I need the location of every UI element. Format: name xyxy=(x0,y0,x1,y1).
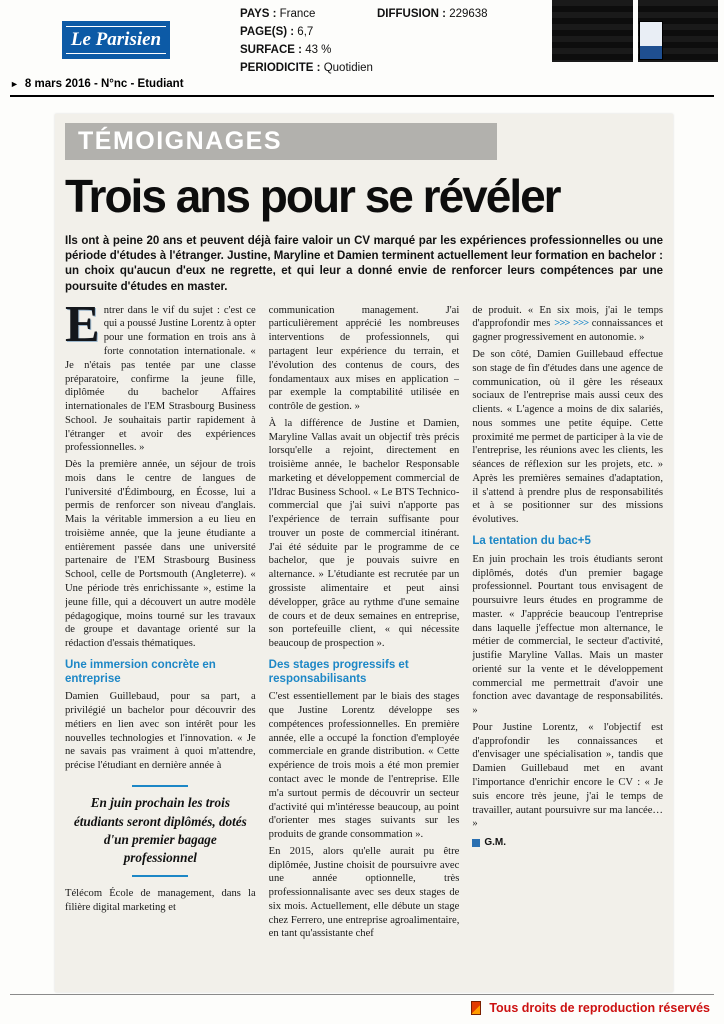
meta-surface xyxy=(240,44,373,56)
byline xyxy=(472,836,663,849)
meta-pages xyxy=(240,26,373,38)
paragraph: Dès la première année, un séjour de trois mois dans le centre de langues de l'université d'Édimbourg, en Écosse, lui a permis de renforcer son niveau d'anglais. Mais la véritable immersion a eu lieu en troisième année, que la jeune étudiante a entièrement passée dans une université partenaire de l'EM Strasbourg Business School, celle de Portsmouth (Angleterre). « Une période très enrichissante », estime la jeune fille, qui a découvert un autre modèle pédagogique, moins tourné sur les travaux de groupe et davantage orienté sur la rédaction d'essais thématiques. xyxy=(65,459,256,650)
paragraph: C'est essentiellement par le biais des stages que Justine Lorentz développe ses compétences professionnelles. En première année, elle a occupé la fonction d'employée commerciale en grande distribution. « Cette expérience de trois mois a été mon premier contact avec le monde de l'entreprise. Elle m'a surtout permis de découvrir un secteur d'activité qui m'intéresse beaucoup, au point d'orienter mes stages suivants sur les produits de grande consommation ». xyxy=(268,691,460,841)
dateline-text: 8 mars 2016 - N°nc - Etudiant xyxy=(24,78,184,90)
dropcap-letter: E xyxy=(65,303,100,353)
continuation-marker: >>> xyxy=(572,318,588,330)
paragraph: Damien Guillebaud, pour sa part, a privilégié un bachelor pour découvrir des métiers en lien avec son intérêt pour les nouvelles technologies et l'innovation. « Je ne savais pas vraiment à quoi m'attendre, précise l'étudiant en dernière année à xyxy=(65,691,256,772)
rights-text: Tous droits de reproduction réservés xyxy=(489,1001,710,1015)
meta-pays xyxy=(240,8,373,20)
meta-surface-value: 43 % xyxy=(305,44,332,56)
article-lede: Ils ont à peine 20 ans et peuvent déjà faire valoir un CV marqué par les expériences professionnelles ou une période d'études à l'étranger. Justine, Maryline et Damien terminent actuellement leur formation en bachelor : un choix qu'aucun d'eux ne regrette, et qui leur a donné envie de renforcer leurs compétences par une poursuite d'études en master. xyxy=(65,235,663,293)
subheading-bac5: La tentation du bac+5 xyxy=(472,534,591,547)
pull-quote xyxy=(71,785,250,877)
paragraph xyxy=(65,304,256,455)
meta-pages-value: 6,7 xyxy=(297,26,314,38)
meta-pages-label: PAGE(S) : xyxy=(240,26,295,38)
meta-periodicite-value: Quotidien xyxy=(323,62,373,74)
newspaper-thumbnail xyxy=(638,0,719,62)
meta-periodicite-label: PERIODICITE : xyxy=(240,62,321,74)
meta-pays-label: PAYS : xyxy=(240,8,277,20)
paragraph: communication management. J'ai particulièrement apprécié les nombreuses interventions de professionnels, qui partagent leur expérience du terrain, et l'évolution des contenus de cours, des fondamentaux aux mises en application – par exemple la comptabilité utilisée en contrôle de gestion. » xyxy=(268,304,460,413)
meta-diffusion-label: DIFFUSION : xyxy=(377,8,446,20)
rights-notice xyxy=(471,1001,710,1015)
paragraph xyxy=(472,304,663,345)
quote-rule-bottom xyxy=(132,875,188,877)
paragraph: De son côté, Damien Guillebaud effectue son stage de fin d'études dans une agence de communication, où il gère les réseaux sociaux de l'entreprise mais aussi ceux des clients. « L'agence a moins de dix salariés, nous sommes une petite équipe. Cette proximité me permet de participer à la vie de l'entreprise, les réunions avec les clients, les séances de réflexion sur les projets, etc. » Après les premières semaines d'adaptation, il s'attend à prendre plus de responsabilités et à se positionner sur des missions évolutives. xyxy=(472,348,663,526)
logo-text: Le Parisien xyxy=(66,26,166,54)
meta-surface-label: SURFACE : xyxy=(240,44,302,56)
quote-rule-top xyxy=(132,785,188,787)
pull-quote-text: En juin prochain les trois étudiants seront diplômés, dotés d'un premier bagage professionnel xyxy=(73,795,247,866)
meta-periodicite xyxy=(240,62,373,74)
meta-pays-value: France xyxy=(279,8,316,20)
paragraph: Télécom École de management, dans la filière digital marketing et xyxy=(65,887,256,913)
magazine-cover-thumbnail xyxy=(640,22,662,59)
article-column-1 xyxy=(65,304,256,984)
paragraph: Pour Justine Lorentz, « l'objectif est d'approfondir les connaissances et d'envisager une spécialisation », tandis que Damien Guillebaud met en avant l'importance d'enrichir encore le CV : « Je suis encore très jeune, j'ai le temps de travailler, autant poursuivre sur ma lancée… » xyxy=(472,721,663,830)
paragraph-text: connaissances et gagner progressivement en autonomie. » xyxy=(472,318,663,344)
byline-initials: G.M. xyxy=(484,837,507,849)
paragraph-text: de produit. « En six mois, j'ai le temps d'approfondir mes xyxy=(472,304,663,330)
rights-logo-icon xyxy=(471,1001,481,1015)
header-divider xyxy=(10,95,714,97)
article-sheet xyxy=(55,114,673,992)
paragraph: En 2015, alors qu'elle aurait pu être diplômée, Justine choisit de poursuivre avec une année optionnelle, très professionnalisante avec ses deux stages de six mois. Actuellement, elle débute un stage chez Ferrero, une entreprise agroalimentaire, en tant qu'assistante chef xyxy=(268,845,460,940)
section-kicker: TÉMOIGNAGES xyxy=(65,123,497,160)
article-headline: Trois ans pour se révéler xyxy=(65,170,560,222)
article-column-2 xyxy=(269,304,460,984)
footer-divider xyxy=(10,994,714,995)
clipping-metadata xyxy=(240,8,373,74)
byline-square-icon xyxy=(472,839,480,847)
paragraph: En juin prochain les trois étudiants seront diplômés, dotés d'un premier bagage professionnel. Pourtant tous envisagent de poursuivre leurs études en programme de master. « J'apprécie beaucoup l'entreprise dans laquelle j'effectue mon alternance, le métier de commercial, le secteur d'activité, justifie Maryline Vallas. Mais un master orienté sur la vente et le développement commercial me permettrait d'avoir une fonction avec davantage de responsabilités. » xyxy=(472,553,663,717)
newspaper-thumbnail xyxy=(552,0,633,62)
arrow-icon: ► xyxy=(10,79,19,89)
article-column-3 xyxy=(472,304,663,984)
paragraph-text: ntrer dans le vif du sujet : c'est ce qui a poussé Justine Lorentz à opter pour une formation en trois ans à forte connotation internationale. « Je n'étais pas tentée par une classe préparatoire, confirme la jeune fille, diplômée du bachelor Affaires internationales de l'EM Strasbourg Business School. Je souhaitais partir rapidement à l'étranger et avoir des expériences professionnelles. » xyxy=(65,304,256,454)
press-thumbnails xyxy=(552,0,718,62)
meta-diffusion xyxy=(377,8,488,20)
subheading-stages: Des stages progressifs et responsabilisants xyxy=(268,658,409,685)
dateline xyxy=(10,78,184,90)
meta-diffusion-value: 229638 xyxy=(449,8,488,20)
article-columns xyxy=(65,304,663,984)
continuation-marker: >>> xyxy=(554,318,570,330)
le-parisien-logo xyxy=(62,21,170,59)
subheading-immersion: Une immersion concrète en entreprise xyxy=(65,658,216,685)
paragraph: À la différence de Justine et Damien, Maryline Vallas avait un objectif très précis lorsqu'elle a rejoint, directement en troisième année, le bachelor Responsable marketing et développement commercial de l'Idrac Business School. « Le BTS Technico-commercial que j'ai suivi n'apporte pas l'expérience de terrain suffisante pour trouver un poste de commercial itinérant. J'ai été séduite par le programme de ce bachelor, que je pouvais suivre en alternance. » L'étudiante est recrutée par un grossiste alimentaire et peut ainsi développer, grâce au rythme d'une semaine de cours et de deux semaines en entreprise, son portefeuille client, « qui nécessite beaucoup de prospection ». xyxy=(268,417,460,650)
